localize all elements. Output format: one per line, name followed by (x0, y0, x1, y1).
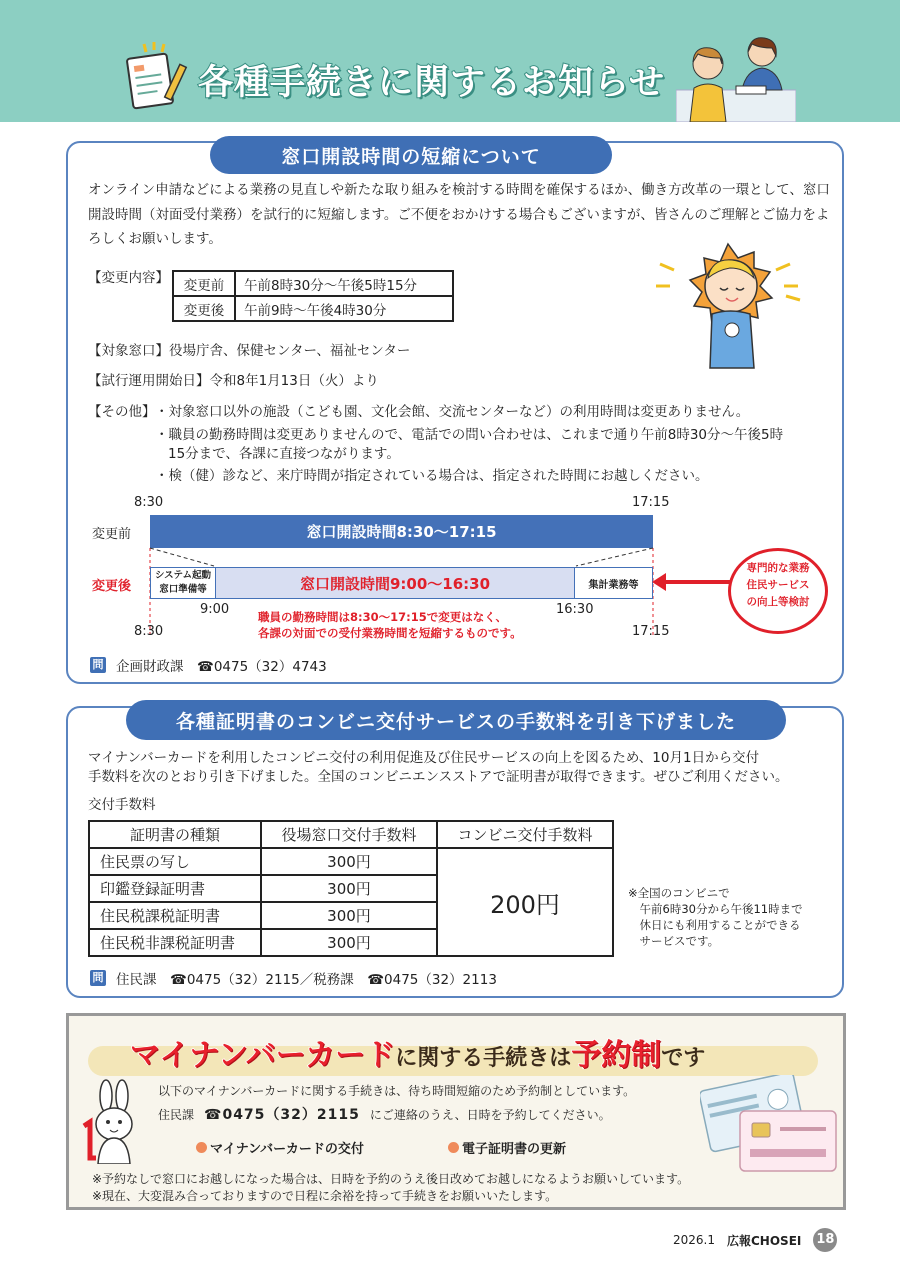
header-cell: 役場窓口交付手数料 (261, 821, 437, 848)
table-row (173, 271, 453, 296)
counter-staff-illustration (676, 28, 796, 122)
side-note-line: ※全国のコンビニで (628, 886, 730, 900)
time-900: 9:00 (200, 602, 230, 617)
mynumber-card-illustration (700, 1075, 840, 1175)
seg-open-hours: 窓口開設時間9:00～16:30 (215, 568, 575, 598)
bullet-icon (196, 1142, 207, 1153)
cert-name: 住民税課税証明書 (89, 902, 261, 929)
convenience-fee: 200円 (437, 848, 613, 956)
section2-contact (90, 968, 497, 988)
page-number: 18 (813, 1228, 837, 1252)
seg-left-line2: 窓口準備等 (159, 584, 207, 595)
banner-mynumber: マイナンバーカード (130, 1038, 396, 1073)
after-label: 変更後 (92, 579, 132, 594)
section2-title: 各種証明書のコンビニ交付サービスの手数料を引き下げました (126, 700, 786, 740)
reservation-phone: ☎0475（32）2115 (204, 1107, 360, 1123)
procedure-item-issuance (196, 1138, 364, 1157)
other-line: ・対象窓口以外の施設（こども園、文化会館、交流センターなど）の利用時間は変更ありません。 (155, 404, 750, 420)
office-fee: 300円 (261, 929, 437, 956)
inquiry-icon: 問 (90, 970, 106, 986)
sun-mascot-illustration (650, 238, 810, 378)
circle-line1: 専門的な業務 (746, 562, 810, 574)
arrow-line (660, 580, 730, 584)
reservation-line2 (158, 1104, 611, 1124)
reservation-note2: ※現在、大変混み合っておりますので日程に余裕を持って手続きをお願いいたします。 (92, 1189, 558, 1203)
time-830-bottom: 8:30 (134, 624, 164, 639)
header-cell: 証明書の種類 (89, 821, 261, 848)
time-1715-top: 17:15 (632, 495, 670, 510)
office-fee: 300円 (261, 875, 437, 902)
cert-name: 住民票の写し (89, 848, 261, 875)
inquiry-icon: 問 (90, 657, 106, 673)
reservation-instruction: にご連絡のうえ、日時を予約してください。 (369, 1107, 611, 1122)
section1-contact (90, 655, 327, 675)
table-row (89, 821, 613, 848)
office-fee: 300円 (261, 902, 437, 929)
improvement-circle (728, 548, 828, 634)
section2-intro-1: マイナンバーカードを利用したコンビニ交付の利用促進及び住民サービスの向上を図るため、10月1日から交付 (88, 750, 760, 766)
note-line2: 各課の対面での受付業務時間を短縮するものです。 (258, 626, 522, 640)
seg-system-start (151, 568, 215, 598)
issue-date: 2026.1 (673, 1233, 715, 1247)
time-1630: 16:30 (556, 602, 594, 617)
rabbit-mascot-illustration (80, 1078, 146, 1164)
header-cell: コンビニ交付手数料 (437, 821, 613, 848)
seg-left-line1: システム起動 (154, 570, 212, 581)
reservation-banner (130, 1030, 705, 1074)
side-note-line: 休日にも利用することができる (628, 918, 801, 932)
item-label: マイナンバーカードの交付 (210, 1142, 364, 1157)
banner-reservation: 予約制 (571, 1038, 662, 1073)
bar-before: 窓口開設時間8:30～17:15 (150, 515, 653, 548)
section1-title: 窓口開設時間の短縮について (210, 136, 612, 174)
bar-after (150, 567, 653, 599)
contact-text: 企画財政課 ☎0475（32）4743 (116, 659, 327, 675)
reservation-note1: ※予約なしで窓口にお越しになった場合は、日時を予約のうえ後日改めてお越しになるようお願いしています。 (92, 1172, 690, 1186)
cert-name: 住民税非課税証明書 (89, 929, 261, 956)
office-fee: 300円 (261, 848, 437, 875)
other-line: ・検（健）診など、来庁時間が指定されている場合は、指定された時間にお越しください。 (155, 468, 709, 484)
other-line: 15分まで、各課に直接つながります。 (168, 446, 400, 462)
document-pencil-icon (122, 40, 192, 110)
table-row (173, 296, 453, 321)
before-label: 変更前 (92, 527, 132, 542)
fee-table (88, 820, 614, 957)
arrow-left-icon (652, 573, 666, 591)
time-830-top: 8:30 (134, 495, 164, 510)
page-title: 各種手続きに関するお知らせ (198, 63, 665, 103)
page-footer (673, 1228, 837, 1252)
circle-line2: 住民サービス (746, 579, 810, 591)
reservation-line1: 以下のマイナンバーカードに関する手続きは、待ち時間短縮のため予約制としています。 (158, 1084, 636, 1098)
change-label: 【変更内容】 (88, 270, 169, 286)
side-note-line: サービスです。 (628, 934, 720, 948)
time-1715-bottom: 17:15 (632, 624, 670, 639)
banner-mid: に関する手続きは (395, 1046, 572, 1071)
fee-table-caption: 交付手数料 (88, 797, 156, 813)
banner-end: です (661, 1046, 706, 1071)
section1-intro: オンライン申請などによる業務の見直しや新たな取り組みを検討する時間を確保するほか、働き方改革の一環として、窓口開設時間（対面受付業務）を試行的に短縮します。ご不便をおかけする場合もございますが、皆さんのご理解とご協力をよろしくお願いします。 (88, 182, 830, 247)
target-windows: 【対象窓口】役場庁舎、保健センター、福祉センター (88, 343, 411, 359)
trial-start-date: 【試行運用開始日】令和8年1月13日（火）より (88, 373, 379, 389)
circle-line3: の向上等検討 (746, 596, 810, 608)
side-note-line: 午前6時30分から午後11時まで (628, 902, 803, 916)
change-value: 午前8時30分～午後5時15分 (235, 271, 453, 296)
item-label: 電子証明書の更新 (462, 1142, 567, 1157)
staff-hours-note (258, 609, 522, 641)
publication-name: 広報CHOSEI (727, 1233, 802, 1248)
seg-aggregation: 集計業務等 (588, 579, 639, 591)
other-line: ・職員の勤務時間は変更ありませんので、電話での問い合わせは、これまで通り午前8時30分～午後5時 (155, 427, 784, 443)
procedure-item-renewal (448, 1138, 566, 1157)
bullet-icon (448, 1142, 459, 1153)
change-table (172, 270, 454, 322)
note-line1: 職員の勤務時間は8:30～17:15で変更はなく、 (258, 610, 507, 624)
convenience-hours-note (628, 885, 803, 949)
dept-name: 住民課 (158, 1107, 195, 1122)
change-head: 変更前 (173, 271, 235, 296)
contact-text: 住民課 ☎0475（32）2115／税務課 ☎0475（32）2113 (116, 972, 497, 988)
change-value: 午前9時～午後4時30分 (235, 296, 453, 321)
other-label: 【その他】 (88, 404, 156, 420)
table-row (89, 848, 613, 875)
cert-name: 印鑑登録証明書 (89, 875, 261, 902)
change-head: 変更後 (173, 296, 235, 321)
section2-intro-2: 手数料を次のとおり引き下げました。全国のコンビニエンスストアで証明書が取得できます。ぜひご利用ください。 (88, 769, 789, 785)
